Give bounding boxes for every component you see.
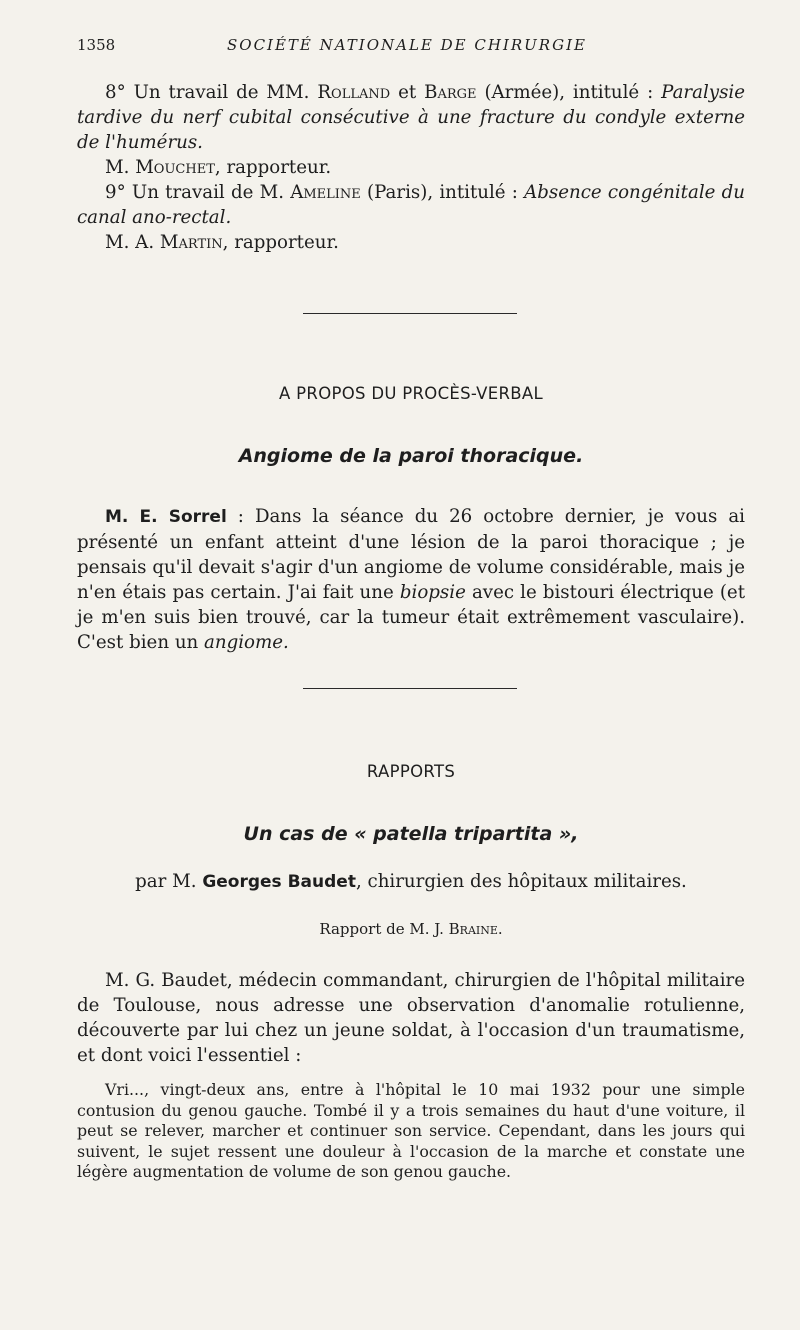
item-8-title: Paralysie tardive du nerf cubital consécutive à une fracture du condyle externe de l'humérus. xyxy=(77,82,745,153)
author-baudet: Georges Baudet xyxy=(202,872,356,892)
page-header xyxy=(77,36,745,60)
item-8: 8° Un travail de MM. Rolland et Barge (Armée), intitulé : Paralysie tardive du nerf cubital consécutive à une fracture du condyle externe de l'humérus. xyxy=(77,82,745,153)
divider-2 xyxy=(303,688,517,689)
rapport-body: M. G. Baudet, médecin commandant, chirurgien de l'hôpital militaire de Toulouse, nous adresse une observation d'anomalie rotulienne, découverte par lui chez un jeune soldat, à l'occasion d'un traumatisme, et dont voici l'essentiel : xyxy=(77,970,745,1066)
proces-verbal-heading: A PROPOS DU PROCÈS-VERBAL xyxy=(279,384,543,403)
author-rolland: Rolland xyxy=(317,82,391,103)
report-by: Rapport de M. J. Braine. xyxy=(319,920,503,938)
item-9-rapporteur: M. A. Martin, rapporteur. xyxy=(105,232,339,253)
author-ameline: Ameline xyxy=(290,182,361,203)
sorrel-paragraph: M. E. Sorrel : Dans la séance du 26 octobre dernier, je vous ai présenté un enfant atteint d'une lésion de la paroi thoracique ; je pensais qu'il devait s'agir d'un angiome de volume considérable, mais je n'en étais pas certain. J'ai fait une biopsie avec le bistouri électrique (et je m'en suis bien trouvé, car la tumeur était extrêmement vasculaire). C'est bien un angiome. xyxy=(77,506,746,653)
item-9-title: Absence congénitale du canal ano-rectal. xyxy=(77,182,745,228)
author-barge: Barge xyxy=(424,82,477,103)
speaker-sorrel: M. E. Sorrel xyxy=(105,507,227,527)
angiome-subtitle: Angiome de la paroi thoracique. xyxy=(238,445,584,467)
divider-1 xyxy=(303,313,517,314)
running-title: SOCIÉTÉ NATIONALE DE CHIRURGIE xyxy=(227,36,587,54)
item-9: 9° Un travail de M. Ameline (Paris), intitulé : Absence congénitale du canal ano-rectal. xyxy=(77,182,745,228)
page xyxy=(77,36,745,1183)
page-number: 1358 xyxy=(77,36,116,54)
patella-subtitle: Un cas de « patella tripartita », xyxy=(243,823,579,845)
byline: par M. Georges Baudet, chirurgien des hôpitaux militaires. xyxy=(135,871,687,892)
rapports-heading: RAPPORTS xyxy=(366,762,456,781)
item-8-rapporteur: M. Mouchet, rapporteur. xyxy=(105,157,332,178)
case-description: Vri..., vingt-deux ans, entre à l'hôpital le 10 mai 1932 pour une simple contusion du genou gauche. Tombé il y a trois semaines du haut d'une voiture, il peut se relever, marcher et continuer son service. Cependant, dans les jours qui suivent, le sujet ressent une douleur à l'occasion de la marche et constate une légère augmentation de volume de son genou gauche. xyxy=(77,1080,745,1181)
communications-list xyxy=(77,80,745,255)
